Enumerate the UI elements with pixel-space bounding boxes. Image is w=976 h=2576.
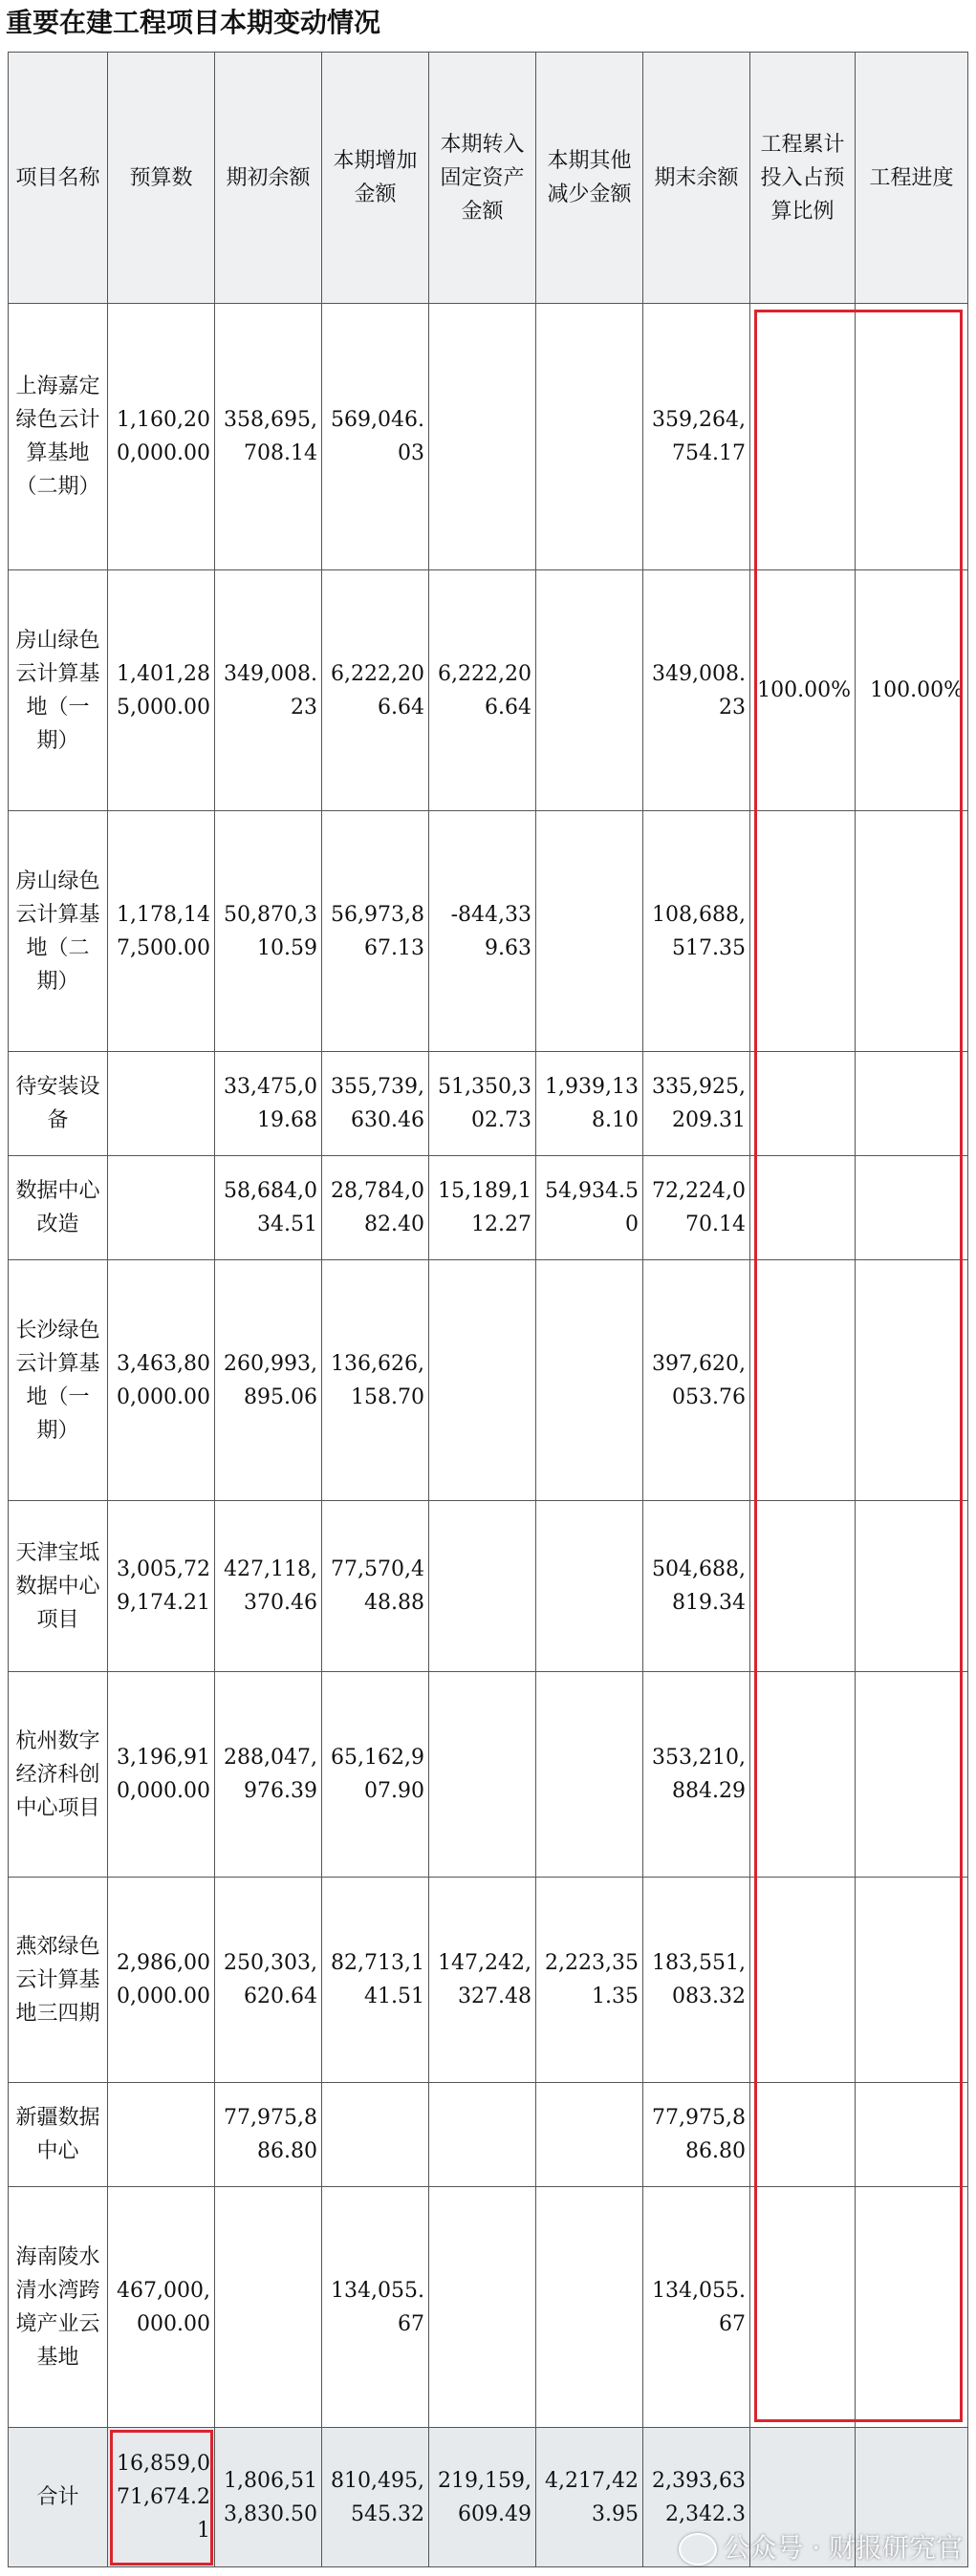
cell-other-decrease xyxy=(536,2083,643,2187)
cell-to-fixed: 15,189,112.27 xyxy=(429,1156,536,1260)
cell-increase: 65,162,907.90 xyxy=(322,1672,429,1878)
cell-other-decrease: 1,939,138.10 xyxy=(536,1052,643,1156)
cell-opening: 1,806,513,830.50 xyxy=(215,2428,322,2567)
cell-closing: 397,620,053.76 xyxy=(643,1260,750,1501)
cell-to-fixed: -844,339.63 xyxy=(429,811,536,1052)
col-header-ratio: 工程累计投入占预算比例 xyxy=(750,53,856,304)
cell-name: 长沙绿色云计算基地（一期） xyxy=(9,1260,108,1501)
cell-closing: 349,008.23 xyxy=(643,570,750,811)
cell-budget: 467,000,000.00 xyxy=(108,2187,215,2428)
cell-increase: 569,046.03 xyxy=(322,304,429,570)
cell-ratio xyxy=(750,811,856,1052)
cell-ratio: 100.00% xyxy=(750,570,856,811)
cell-progress xyxy=(856,1156,968,1260)
cell-other-decrease: 54,934.50 xyxy=(536,1156,643,1260)
cell-budget: 1,401,285,000.00 xyxy=(108,570,215,811)
cell-opening: 250,303,620.64 xyxy=(215,1878,322,2083)
cell-other-decrease xyxy=(536,1672,643,1878)
cell-opening xyxy=(215,2187,322,2428)
cell-increase: 134,055.67 xyxy=(322,2187,429,2428)
cell-increase: 136,626,158.70 xyxy=(322,1260,429,1501)
cell-opening: 58,684,034.51 xyxy=(215,1156,322,1260)
cell-to-fixed: 6,222,206.64 xyxy=(429,570,536,811)
cell-to-fixed xyxy=(429,1672,536,1878)
cell-ratio xyxy=(750,1672,856,1878)
cell-closing: 108,688,517.35 xyxy=(643,811,750,1052)
cell-ratio xyxy=(750,2083,856,2187)
cell-progress xyxy=(856,811,968,1052)
col-header-increase: 本期增加金额 xyxy=(322,53,429,304)
cell-closing: 2,393,632,342.3 xyxy=(643,2428,750,2567)
cell-opening: 358,695,708.14 xyxy=(215,304,322,570)
table-row xyxy=(9,2187,968,2428)
col-header-closing: 期末余额 xyxy=(643,53,750,304)
col-header-opening: 期初余额 xyxy=(215,53,322,304)
cell-closing: 504,688,819.34 xyxy=(643,1501,750,1672)
cell-closing: 72,224,070.14 xyxy=(643,1156,750,1260)
cell-to-fixed xyxy=(429,1260,536,1501)
col-header-progress: 工程进度 xyxy=(856,53,968,304)
cell-increase: 28,784,082.40 xyxy=(322,1156,429,1260)
cell-other-decrease xyxy=(536,2187,643,2428)
cell-budget xyxy=(108,1156,215,1260)
table-row xyxy=(9,304,968,570)
cell-closing: 134,055.67 xyxy=(643,2187,750,2428)
cell-increase: 77,570,448.88 xyxy=(322,1501,429,1672)
cell-closing: 359,264,754.17 xyxy=(643,304,750,570)
cell-name: 上海嘉定绿色云计算基地（二期） xyxy=(9,304,108,570)
cell-progress xyxy=(856,304,968,570)
cell-name: 燕郊绿色云计算基地三四期 xyxy=(9,1878,108,2083)
cell-progress xyxy=(856,2083,968,2187)
cell-closing: 335,925,209.31 xyxy=(643,1052,750,1156)
cell-ratio xyxy=(750,2187,856,2428)
col-header-budget: 预算数 xyxy=(108,53,215,304)
cell-increase: 810,495,545.32 xyxy=(322,2428,429,2567)
cell-ratio xyxy=(750,1156,856,1260)
cell-closing: 183,551,083.32 xyxy=(643,1878,750,2083)
table-row xyxy=(9,1672,968,1878)
cell-other-decrease xyxy=(536,811,643,1052)
cell-budget: 2,986,000,000.00 xyxy=(108,1878,215,2083)
cell-progress xyxy=(856,1501,968,1672)
cell-other-decrease xyxy=(536,1260,643,1501)
header-row xyxy=(9,53,968,304)
cell-other-decrease: 4,217,423.95 xyxy=(536,2428,643,2567)
table-row xyxy=(9,1260,968,1501)
cell-increase: 6,222,206.64 xyxy=(322,570,429,811)
cell-name: 房山绿色云计算基地（二期） xyxy=(9,811,108,1052)
table-row xyxy=(9,2083,968,2187)
watermark-text: 公众号 · 财报研究官 xyxy=(723,2532,963,2564)
cell-ratio xyxy=(750,304,856,570)
cell-ratio xyxy=(750,1878,856,2083)
table-row xyxy=(9,570,968,811)
cell-opening: 260,993,895.06 xyxy=(215,1260,322,1501)
cell-budget: 3,463,800,000.00 xyxy=(108,1260,215,1501)
cell-progress xyxy=(856,1672,968,1878)
cell-name: 新疆数据中心 xyxy=(9,2083,108,2187)
cell-increase: 56,973,867.13 xyxy=(322,811,429,1052)
cell-to-fixed xyxy=(429,2187,536,2428)
table-row xyxy=(9,811,968,1052)
cell-opening: 50,870,310.59 xyxy=(215,811,322,1052)
cell-progress xyxy=(856,1260,968,1501)
cell-other-decrease: 2,223,351.35 xyxy=(536,1878,643,2083)
table-row xyxy=(9,1156,968,1260)
cell-increase: 82,713,141.51 xyxy=(322,1878,429,2083)
cell-budget: 16,859,071,674.21 xyxy=(108,2428,215,2567)
cell-to-fixed xyxy=(429,304,536,570)
cell-budget: 1,160,200,000.00 xyxy=(108,304,215,570)
cell-progress xyxy=(856,1052,968,1156)
cell-to-fixed: 219,159,609.49 xyxy=(429,2428,536,2567)
cell-name: 杭州数字经济科创中心项目 xyxy=(9,1672,108,1878)
cell-budget: 1,178,147,500.00 xyxy=(108,811,215,1052)
cell-opening: 427,118,370.46 xyxy=(215,1501,322,1672)
cell-opening: 33,475,019.68 xyxy=(215,1052,322,1156)
table-row xyxy=(9,1052,968,1156)
wechat-icon xyxy=(679,2533,717,2565)
cell-other-decrease xyxy=(536,570,643,811)
col-header-other-decrease: 本期其他减少金额 xyxy=(536,53,643,304)
cell-increase: 355,739,630.46 xyxy=(322,1052,429,1156)
cell-closing: 77,975,886.80 xyxy=(643,2083,750,2187)
page-title: 重要在建工程项目本期变动情况 xyxy=(6,7,381,38)
watermark xyxy=(679,2524,963,2572)
cell-progress xyxy=(856,2187,968,2428)
cell-closing: 353,210,884.29 xyxy=(643,1672,750,1878)
cell-name: 待安装设备 xyxy=(9,1052,108,1156)
cell-to-fixed: 147,242,327.48 xyxy=(429,1878,536,2083)
cell-budget xyxy=(108,1052,215,1156)
col-header-to-fixed: 本期转入固定资产金额 xyxy=(429,53,536,304)
table-row xyxy=(9,1878,968,2083)
cell-to-fixed xyxy=(429,1501,536,1672)
cell-name: 合计 xyxy=(9,2428,108,2567)
cell-name: 天津宝坻数据中心项目 xyxy=(9,1501,108,1672)
col-header-name: 项目名称 xyxy=(9,53,108,304)
cell-progress xyxy=(856,1878,968,2083)
cell-budget: 3,196,910,000.00 xyxy=(108,1672,215,1878)
cell-opening: 349,008.23 xyxy=(215,570,322,811)
cell-ratio xyxy=(750,1052,856,1156)
cell-ratio xyxy=(750,1260,856,1501)
cell-increase xyxy=(322,2083,429,2187)
cell-other-decrease xyxy=(536,1501,643,1672)
cell-opening: 77,975,886.80 xyxy=(215,2083,322,2187)
cell-other-decrease xyxy=(536,304,643,570)
cell-ratio xyxy=(750,1501,856,1672)
table-row xyxy=(9,1501,968,1672)
cell-budget: 3,005,729,174.21 xyxy=(108,1501,215,1672)
construction-table xyxy=(8,52,968,2567)
cell-to-fixed xyxy=(429,2083,536,2187)
cell-opening: 288,047,976.39 xyxy=(215,1672,322,1878)
cell-to-fixed: 51,350,302.73 xyxy=(429,1052,536,1156)
cell-progress: 100.00% xyxy=(856,570,968,811)
cell-name: 数据中心改造 xyxy=(9,1156,108,1260)
cell-name: 房山绿色云计算基地（一期） xyxy=(9,570,108,811)
cell-budget xyxy=(108,2083,215,2187)
cell-name: 海南陵水清水湾跨境产业云基地 xyxy=(9,2187,108,2428)
